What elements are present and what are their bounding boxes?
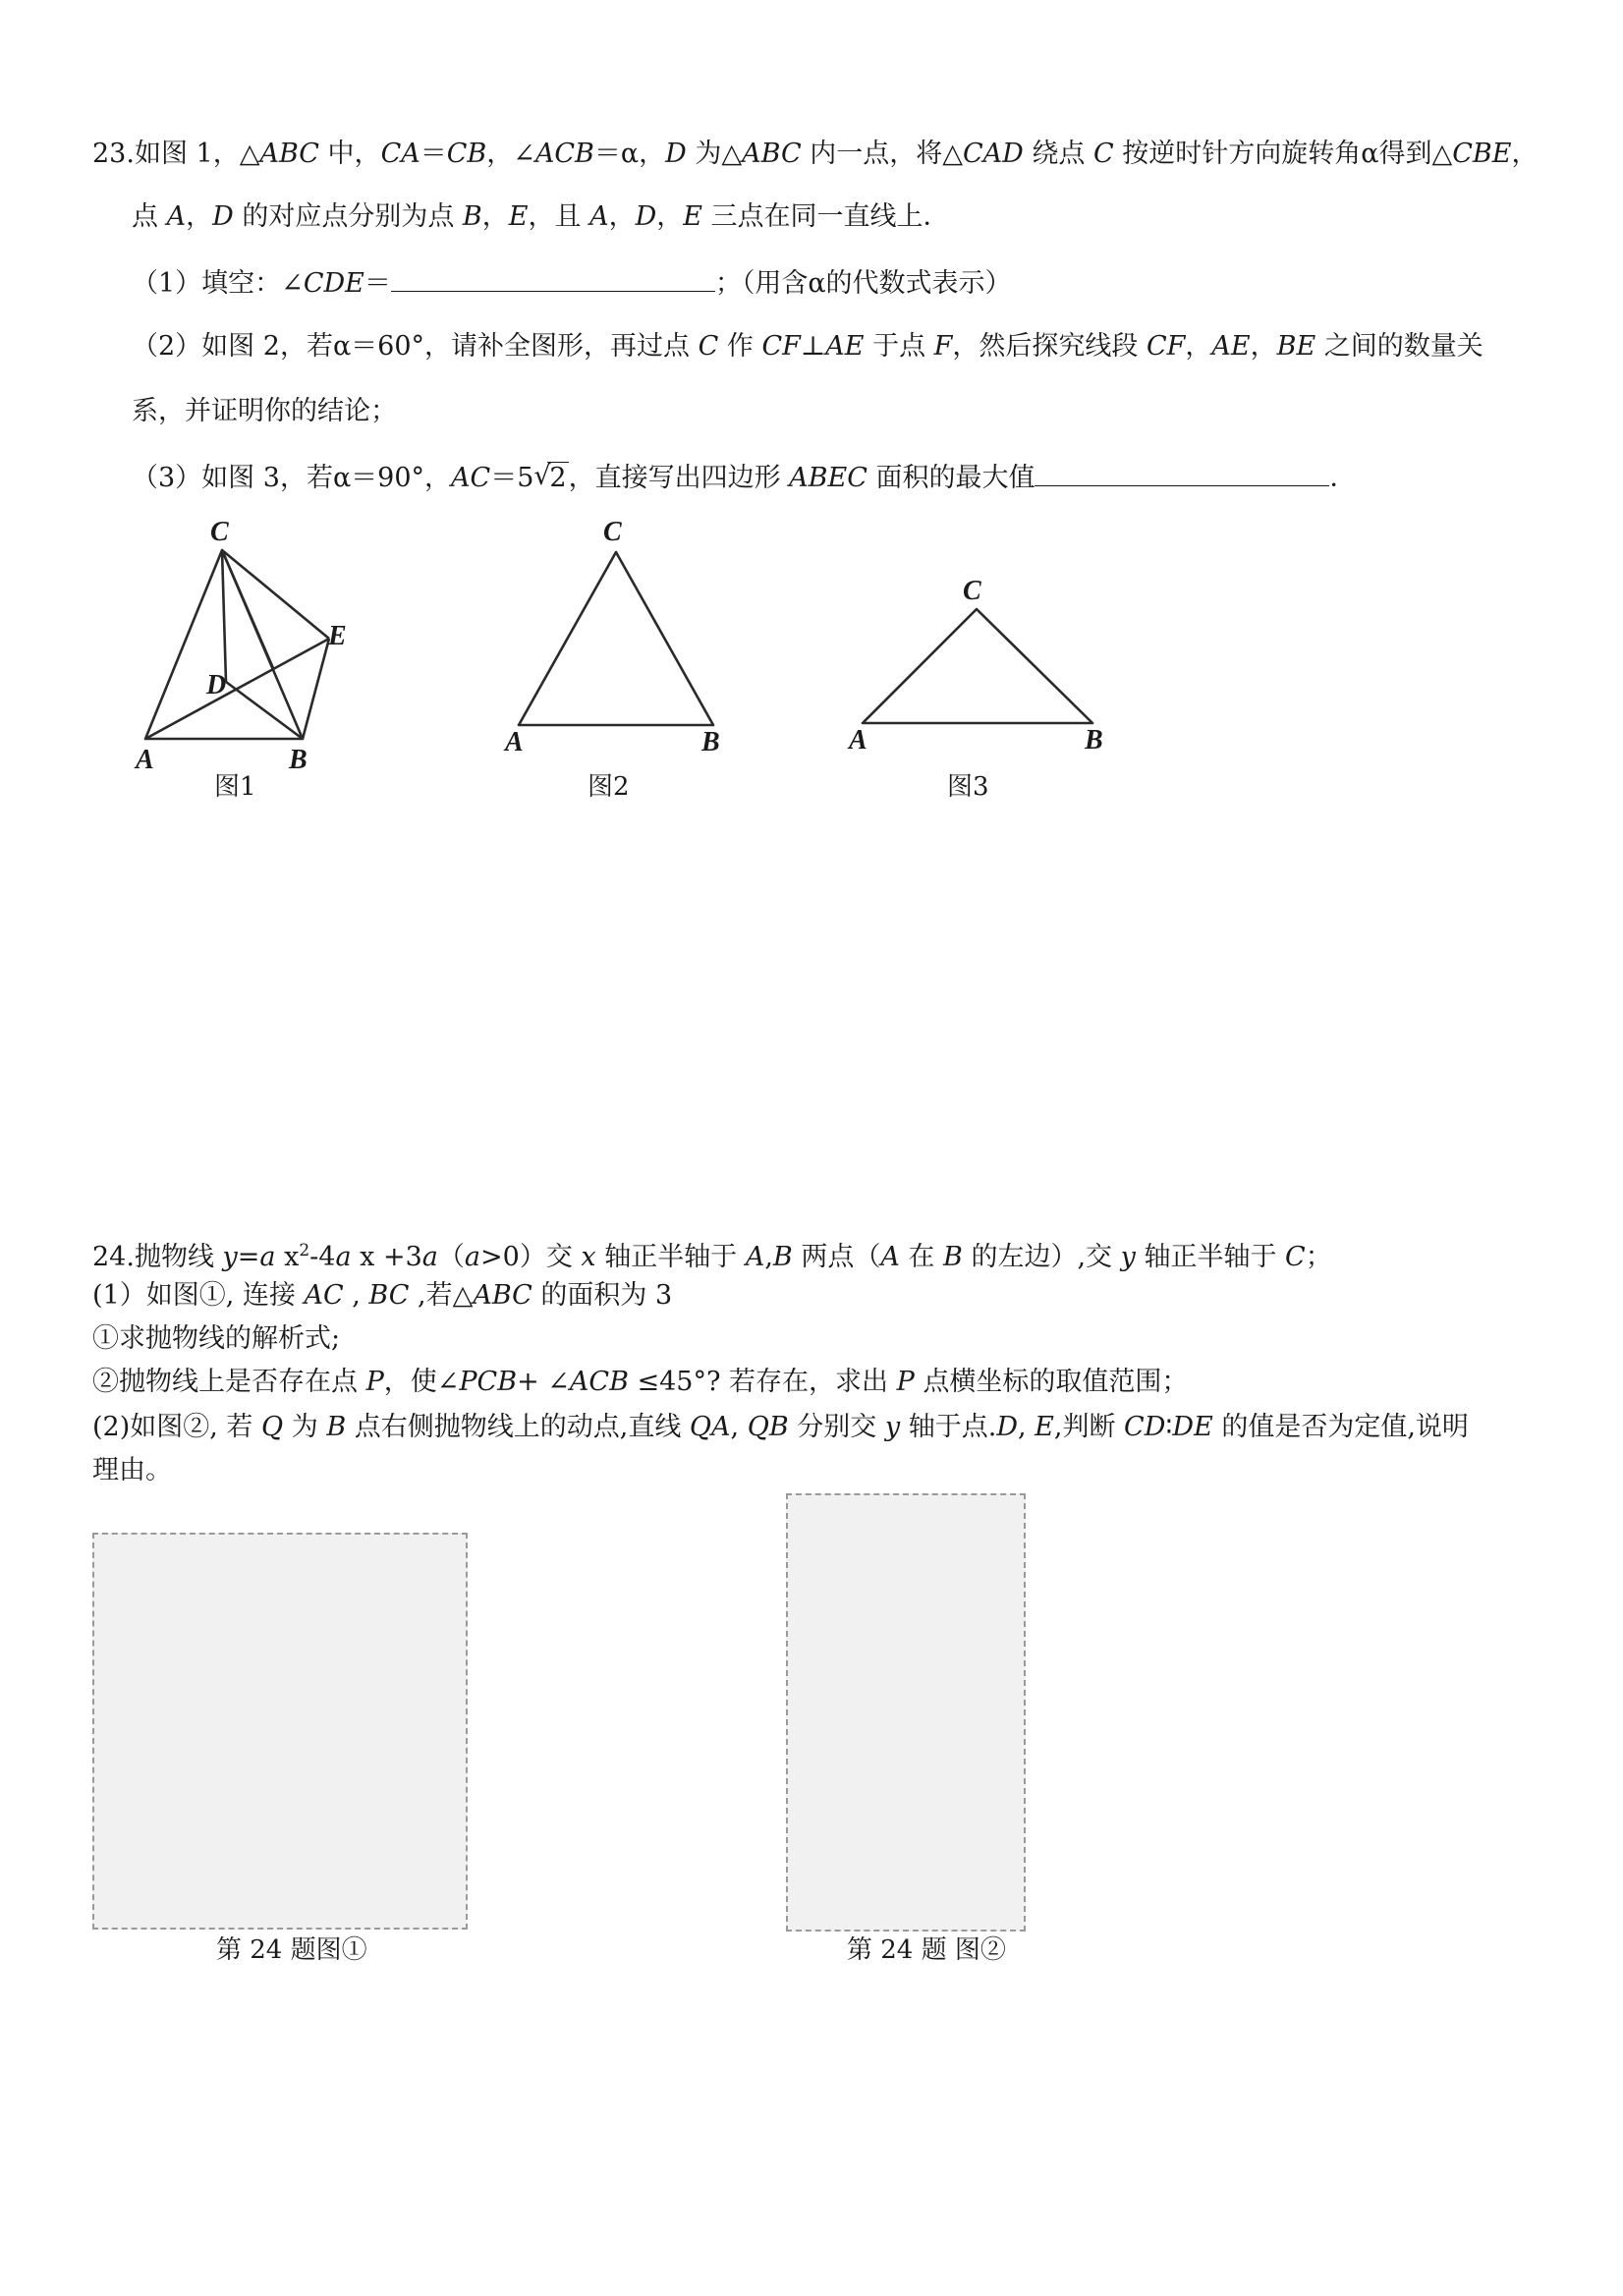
q23-line2: 点 A，D 的对应点分别为点 B，E，且 A，D，E 三点在同一直线上． — [132, 201, 950, 232]
q23-fig3-caption: 图3 — [947, 772, 989, 802]
q23-figure-1 — [128, 511, 383, 786]
q24-part1-sub2: ②抛物线上是否存在点 P，使∠PCB+ ∠ACB ≤45°? 若存在，求出 P 点横坐标的取值范围； — [92, 1367, 1189, 1397]
label-C: C — [963, 576, 981, 606]
q23-part3: （3）如图 3，若α＝90°，AC＝5 √ 2，直接写出四边形 ABEC 面积的最大值 ． — [132, 461, 1357, 493]
q24-line1: 24.抛物线 y=a $x^2-4a$ x +3a（a>0）交 x 轴正半轴于 A,B 两点（A 在 B 的左边）,交 y 轴正半轴于 C； — [92, 1241, 1332, 1272]
q23-part1: （1）填空：∠CDE＝ ；（用含α的代数式表示） — [132, 265, 1012, 301]
q23-figure-3 — [845, 570, 1120, 766]
answer-blank-2[interactable] — [1035, 460, 1329, 486]
q24-figure-2-placeholder — [786, 1493, 1026, 1932]
label-A: A — [136, 745, 154, 775]
label-A: A — [849, 725, 867, 756]
q24-fig1-caption: 第 24 题图① — [216, 1935, 367, 1965]
q24-figure-1-placeholder — [92, 1533, 468, 1930]
q23-line1: 23.如图 1，△ABC 中，CA＝CB，∠ACB＝α，D 为△ABC 内一点，将△CAD 绕点 C 按逆时针方向旋转角α得到△CBE， — [92, 139, 1539, 169]
q23-part2-cont: 系，并证明你的结论； — [132, 396, 397, 426]
q24-part1-sub1: ①求抛物线的解析式; — [92, 1323, 341, 1354]
q24-part2-cont: 理由。 — [92, 1455, 172, 1485]
q23-part2: （2）如图 2，若α＝60°，请补全图形，再过点 C 作 CF⊥AE 于点 F，然后探究线段 CF，AE，BE 之间的数量关 — [132, 331, 1483, 362]
answer-blank-1[interactable] — [391, 265, 715, 292]
label-B: B — [289, 745, 308, 775]
label-C: C — [210, 517, 229, 547]
label-D: D — [206, 670, 227, 700]
label-E: E — [328, 621, 347, 651]
q24-part1: (1）如图①, 连接 AC , BC ,若△ABC 的面积为 3 — [92, 1280, 673, 1311]
label-B: B — [701, 727, 720, 757]
sqrt-symbol: √ 2 — [533, 461, 567, 493]
q23-fig2-caption: 图2 — [588, 772, 630, 802]
label-C: C — [603, 517, 622, 547]
label-B: B — [1085, 725, 1103, 756]
q23-fig1-caption: 图1 — [214, 772, 256, 802]
q23-figure-2 — [491, 511, 747, 786]
q24-part2: (2)如图②, 若 Q 为 B 点右侧抛物线上的动点,直线 QA, QB 分别交 y 轴于点.D, E,判断 CD∶DE 的值是否为定值,说明 — [92, 1412, 1469, 1442]
q24-fig2-caption: 第 24 题 图② — [847, 1935, 1006, 1965]
label-A: A — [505, 727, 524, 757]
